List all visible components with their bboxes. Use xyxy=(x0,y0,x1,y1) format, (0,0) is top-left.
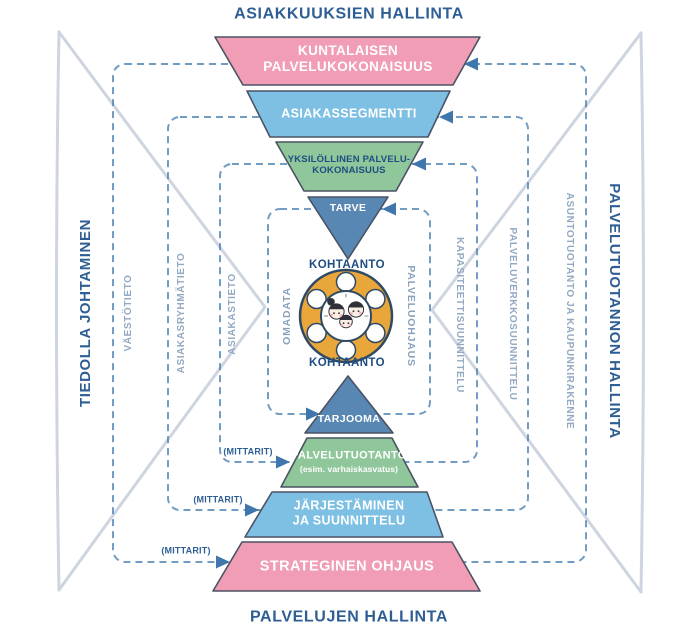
funnel-level-asiakassegmentti xyxy=(247,91,450,137)
right-triangle-edge xyxy=(641,33,644,592)
left-triangle-diagonals xyxy=(59,32,265,590)
pyramid-level-tarjooma xyxy=(305,376,393,433)
ring-dot-icon xyxy=(337,341,356,360)
label-palveluohjaus: PALVELUOHJAUS xyxy=(405,265,418,367)
label-mittarit-1: (MITTARIT) xyxy=(223,446,273,457)
mom-bun-icon xyxy=(327,298,335,306)
label-yksilollinen: YKSILÖLLINEN PALVELU- KOKONAISUUS xyxy=(287,153,411,176)
label-vaestotieto: VÄESTÖTIETO xyxy=(123,274,135,352)
label-kohtaanto-top: KOHTAANTO xyxy=(308,259,386,272)
label-asiakassegmentti: ASIAKASSEGMENTTI xyxy=(281,106,417,121)
pyramid-level-palvelutuotanto xyxy=(281,438,418,487)
ring-dot-icon xyxy=(337,273,356,292)
title-top: ASIAKKUUKSIEN HALLINTA xyxy=(234,5,464,23)
pyramid-level-jarjestaminen xyxy=(245,492,443,537)
arrow-into-palvelutuotanto xyxy=(276,456,290,469)
label-strateginen: STRATEGINEN OHJAUS xyxy=(259,558,435,575)
funnel-level-tarve xyxy=(308,197,388,259)
label-mittarit-2: (MITTARIT) xyxy=(193,494,243,505)
label-kohtaanto-bottom: KOHTAANTO xyxy=(308,357,386,370)
label-mittarit-3: (MITTARIT) xyxy=(161,545,211,556)
arrow-into-asiakassegmentti xyxy=(439,111,453,124)
label-palvelutuotanto-sub: (esim. varhaiskasvatus) xyxy=(299,463,399,474)
funnel-level-yksilollinen xyxy=(276,142,423,191)
label-omadata: OMADATA xyxy=(280,287,293,345)
label-kapasiteettisuunnittelu: KAPASITEETTISUUNNITTELU xyxy=(453,237,465,393)
label-asiakasryhmatieto: ASIAKASRYHMÄTIETO xyxy=(176,252,188,374)
label-asiakastieto: ASIAKASTIETO xyxy=(227,273,239,355)
label-palvelutuotanto: PALVELUTUOTANTO xyxy=(291,449,407,462)
left-triangle-edge xyxy=(57,32,60,590)
right-triangle-diagonals xyxy=(432,33,641,592)
funnel-level-kuntalaisen xyxy=(215,37,480,85)
label-tarjooma: TARJOOMA xyxy=(317,412,381,425)
arrow-into-jarjestaminen xyxy=(245,504,259,517)
label-palveluverkkosuunnittelu: PALVELUVERKKOSUUNNITTELU xyxy=(506,227,518,401)
pyramid-level-strateginen xyxy=(213,542,480,591)
family-in-ring-icon xyxy=(300,270,392,362)
title-right: PALVELUTUOTANNON HALLINTA xyxy=(605,183,623,439)
label-kuntalaisen: KUNTALAISEN PALVELUKOKONAISUUS xyxy=(263,43,433,74)
title-bottom: PALVELUJEN HALLINTA xyxy=(249,608,449,626)
label-jarjestaminen: JÄRJESTÄMINEN JA SUUNNITTELU xyxy=(292,498,406,527)
label-tarve: TARVE xyxy=(329,201,367,214)
label-asuntotuotanto: ASUNTOTUOTANTO JA KAUPUNKIRAKENNE xyxy=(563,192,575,430)
title-left: TIEDOLLA JOHTAMINEN xyxy=(77,218,95,408)
